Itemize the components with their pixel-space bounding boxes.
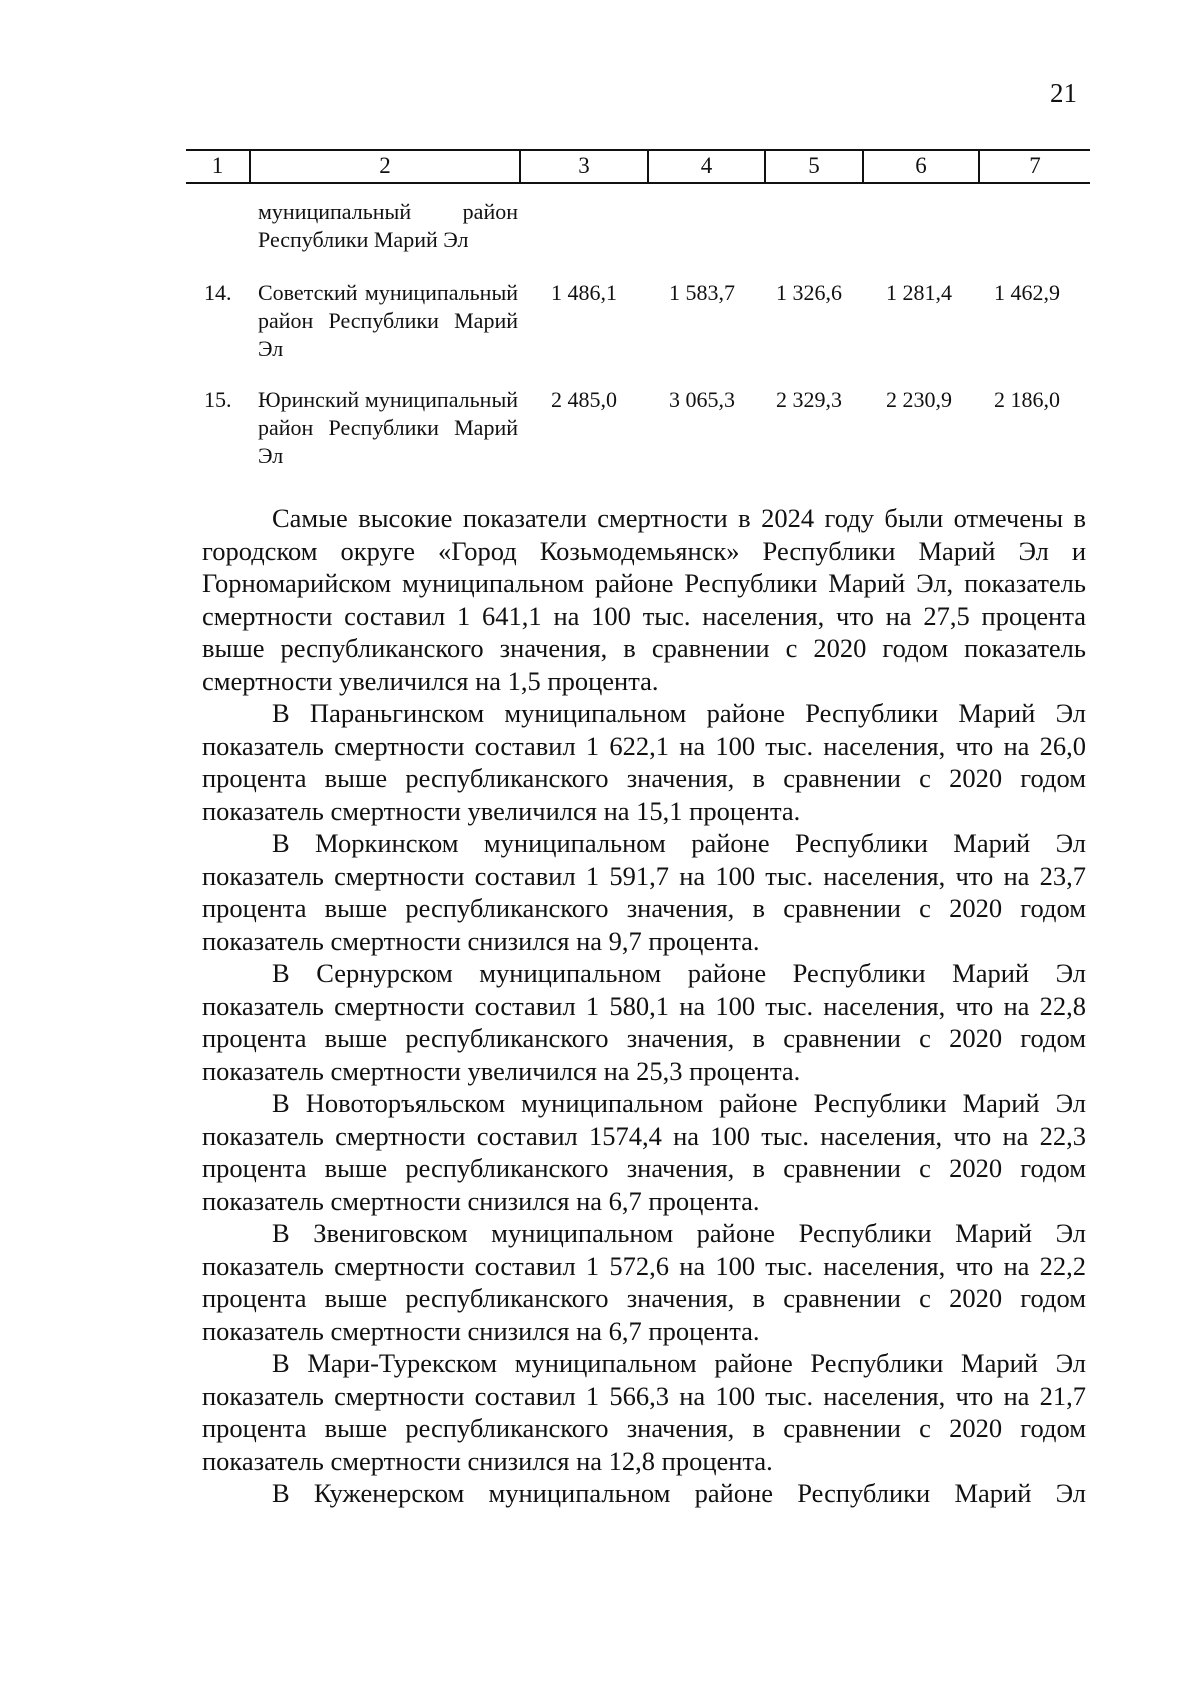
paragraph: В Параньгинском муниципальном районе Республики Марий Эл показатель смертности составил 1 622,1 на 100 тыс. населения, что на 26,0 процента выше республиканского значения, в сравнении с 2020 годом показатель смертности увеличился на 15,1 процента. [202, 698, 1086, 826]
paragraph: В Моркинском муниципальном районе Республики Марий Эл показатель смертности составил 1 591,7 на 100 тыс. населения, что на 23,7 процента выше республиканского значения, в сравнении с 2020 годом показатель смертности снизился на 9,7 процента. [202, 828, 1086, 956]
value-cell: 2 186,0 [994, 387, 1060, 412]
row-number: 15. [204, 387, 232, 412]
table-header-cell: 1 [211, 153, 224, 178]
district-name: Юринский муниципальный район Республики Марий Эл [258, 387, 518, 468]
table-header-cell: 5 [764, 151, 862, 182]
district-name: Советский муниципальный район Республики Марий Эл [258, 280, 518, 361]
body-text [202, 502, 1086, 1510]
value-cell: 2 485,0 [551, 387, 617, 412]
value-cell: 1 326,6 [776, 280, 842, 305]
paragraph: В Мари-Турекском муниципальном районе Республики Марий Эл показатель смертности составил 1 566,3 на 100 тыс. населения, что на 21,7 процента выше республиканского значения, в сравнении с 2020 годом показатель смертности снизился на 12,8 процента. [202, 1348, 1086, 1476]
paragraph: В Сернурском муниципальном районе Республики Марий Эл показатель смертности составил 1 580,1 на 100 тыс. населения, что на 22,8 процента выше республиканского значения, в сравнении с 2020 годом показатель смертности увеличился на 25,3 процента. [202, 958, 1086, 1086]
value-cell: 1 486,1 [551, 280, 617, 305]
value-cell: 1 281,4 [886, 280, 952, 305]
value-cell: 1 583,7 [669, 280, 735, 305]
paragraph: В Звениговском муниципальном районе Республики Марий Эл показатель смертности составил 1 572,6 на 100 тыс. населения, что на 22,2 процента выше республиканского значения, в сравнении с 2020 годом показатель смертности снизился на 6,7 процента. [202, 1218, 1086, 1346]
value-cell: 1 462,9 [994, 280, 1060, 305]
table-header-cell: 6 [862, 151, 978, 182]
paragraph: Самые высокие показатели смертности в 2024 году были отмечены в городском округе «Город Козьмодемьянск» Республики Марий Эл и Горномарийском муниципальном районе Республики Марий Эл, показатель смертности составил 1 641,1 на 100 тыс. населения, что на 27,5 процента выше республиканского значения, в сравнении с 2020 годом показатель смертности увеличился на 1,5 процента. [202, 503, 1086, 696]
table-header-cell: 7 [978, 151, 1090, 182]
value-cell: 2 329,3 [776, 387, 842, 412]
table-header-cell: 2 [249, 151, 519, 182]
row-number: 14. [204, 280, 232, 305]
table-header-row [186, 149, 1090, 184]
paragraph: В Куженерском муниципальном районе Республики Марий Эл [272, 1478, 1086, 1508]
paragraph: В Новоторъяльском муниципальном районе Республики Марий Эл показатель смертности составил 1574,4 на 100 тыс. населения, что на 22,3 процента выше республиканского значения, в сравнении с 2020 годом показатель смертности снизился на 6,7 процента. [202, 1088, 1086, 1216]
value-cell: 2 230,9 [886, 387, 952, 412]
table-header-cell: 4 [647, 151, 764, 182]
table-header-cell: 3 [519, 151, 647, 182]
page-number: 21 [1050, 78, 1077, 108]
value-cell: 3 065,3 [669, 387, 735, 412]
district-name: муниципальный район Республики Марий Эл [258, 199, 518, 252]
